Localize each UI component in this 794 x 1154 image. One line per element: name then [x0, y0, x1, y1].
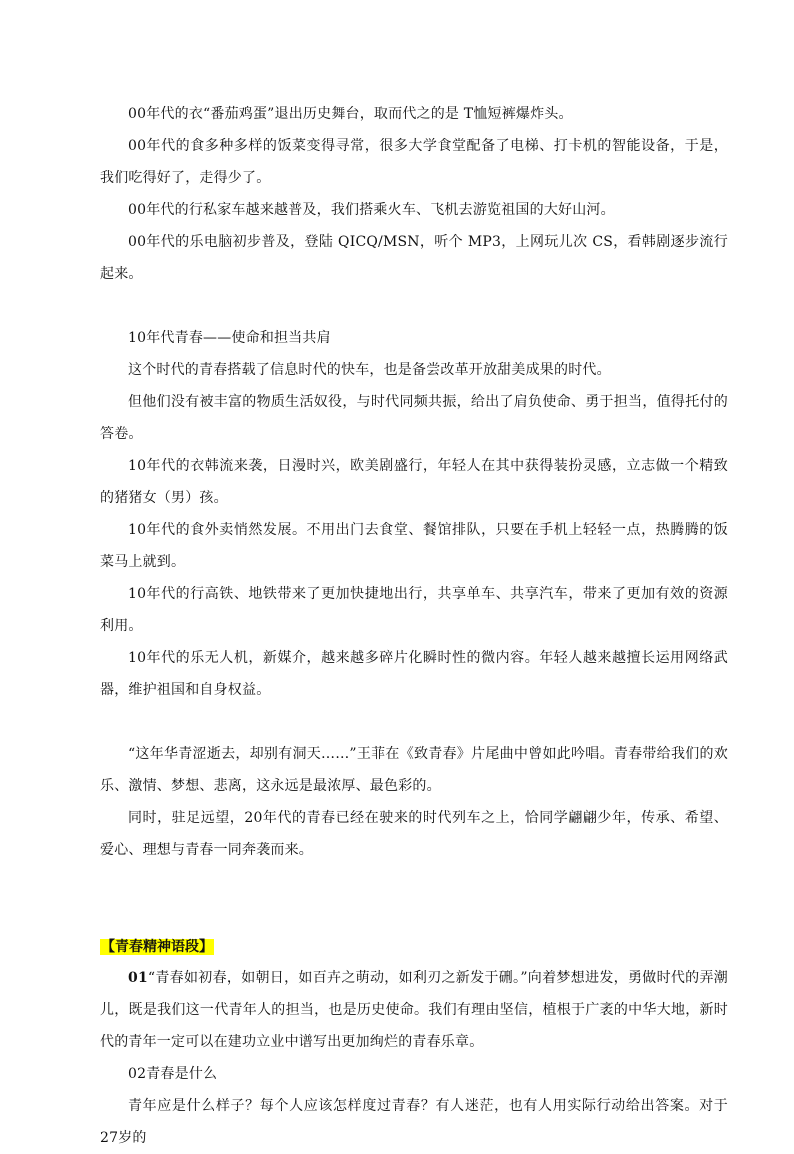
document-body: [100, 98, 728, 1154]
spacer: [100, 866, 728, 930]
spacer: [100, 290, 728, 322]
section-heading: 【青春精神语段】: [101, 939, 213, 955]
paragraph-20s-outlook: 同时，驻足远望，20年代的青春已经在驶来的时代列车之上，恰同学翩翩少年，传承、希望、爱心、理想与青春一同奔袭而来。: [100, 810, 728, 858]
paragraph-00s-food: 00年代的食多种多样的饭菜变得寻常，很多大学食堂配备了电梯、打卡机的智能设备，于是，我们吃得好了，走得少了。: [100, 138, 728, 186]
paragraph-10s-clothing: 10年代的衣韩流来袭，日漫时兴，欧美剧盛行，年轻人在其中获得装扮灵感，立志做一个精致的猪猪女（男）孩。: [100, 458, 728, 506]
item-02-text: 青年应是什么样子？每个人应该怎样度过青春？有人迷茫，也有人用实际行动给出答案。对于 27岁的: [100, 1098, 728, 1146]
paragraph-10s-travel: 10年代的行高铁、地铁带来了更加快捷地出行，共享单车、共享汽车，带来了更加有效的资源利用。: [100, 586, 728, 634]
paragraph-00s-travel: 00年代的行私家车越来越普及，我们搭乘火车、飞机去游览祖国的大好山河。: [128, 202, 615, 218]
paragraph-10s-entertainment: 10年代的乐无人机，新媒介，越来越多碎片化瞬时性的微内容。年轻人越来越擅长运用网络武器，维护祖国和自身权益。: [100, 650, 728, 698]
item-01-text: “青春如初春，如朝日，如百卉之萌动，如利刃之新发于硎。”向着梦想进发，勇做时代的弄潮儿，既是我们这一代青年人的担当，也是历史使命。我们有理由坚信，植根于广袤的中华大地，新时代的青年一定可以在建功立业中谱写出更加绚烂的青春乐章。: [100, 970, 728, 1050]
paragraph-10s-mission: 但他们没有被丰富的物质生活奴役，与时代同频共振，给出了肩负使命、勇于担当，值得托付的答卷。: [100, 394, 728, 442]
paragraph-00s-clothing: 00年代的衣“番茄鸡蛋”退出历史舞台，取而代之的是 T恤短裤爆炸头。: [128, 106, 573, 122]
subheading-10s-youth: 10年代青春——使命和担当共肩: [128, 330, 331, 346]
item-01: [100, 962, 728, 1058]
section-heading-wrap: [100, 930, 728, 962]
paragraph-quote-faye-wong: “这年华青涩逝去，却别有洞天……”王菲在《致青春》片尾曲中曾如此吟唱。青春带给我们的欢乐、激情、梦想、悲离，这永远是最浓厚、最色彩的。: [100, 746, 728, 794]
paragraph-00s-entertainment: 00年代的乐电脑初步普及，登陆 QICQ/MSN，听个 MP3，上网玩儿次 CS，看韩剧逐步流行起来。: [100, 234, 728, 282]
item-02-title: 02青春是什么: [128, 1066, 218, 1082]
item-01-number: 01: [128, 970, 148, 986]
paragraph-10s-intro: 这个时代的青春搭载了信息时代的快车，也是备尝改革开放甜美成果的时代。: [128, 362, 611, 378]
spacer: [100, 706, 728, 738]
paragraph-10s-food: 10年代的食外卖悄然发展。不用出门去食堂、餐馆排队，只要在手机上轻轻一点，热腾腾的饭菜马上就到。: [100, 522, 728, 570]
